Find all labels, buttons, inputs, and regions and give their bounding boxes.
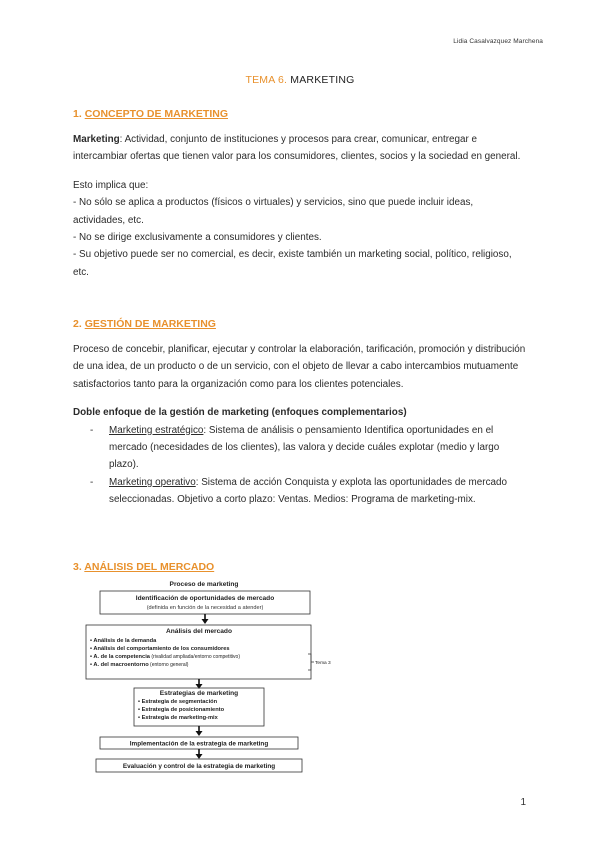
side-bracket bbox=[308, 654, 314, 670]
box2-line-bold: • Análisis del comportamiento de los consumidores bbox=[90, 646, 230, 652]
arrow-head bbox=[196, 731, 203, 736]
box3-line: • Estrategia de posicionamiento bbox=[138, 707, 225, 713]
implica-item: - No sólo se aplica a productos (físicos o virtuales) y servicios, sino que puede incluir ideas, actividades, etc. bbox=[73, 197, 474, 226]
bullet-dash: - bbox=[90, 476, 94, 488]
definition-text: : Actividad, conjunto de instituciones y procesos para crear, comunicar, entregar e intercambiar ofertas que tienen valor para los consumidores, clientes, socios y la sociedad en general. bbox=[73, 134, 521, 163]
marketing-process-diagram bbox=[82, 578, 342, 774]
enfoque-heading: Doble enfoque de la gestión de marketing (enfoques complementarios) bbox=[73, 407, 407, 419]
section-concepto bbox=[73, 107, 528, 281]
section-number: 1. bbox=[73, 108, 82, 120]
implica-text: Esto implica que: bbox=[73, 179, 149, 191]
bullet-text: : Sistema de análisis o pensamiento Identifica oportunidades en el mercado (necesidades de los clientes), las valora y decide cuáles explotar (medio y largo plazo). bbox=[109, 424, 500, 471]
section-number: 3. bbox=[73, 561, 82, 573]
box2-line-note: (rivalidad ampliada/entorno competitivo) bbox=[149, 654, 240, 660]
section-label: GESTIÓN DE MARKETING bbox=[84, 318, 216, 330]
page-title bbox=[0, 74, 600, 86]
box4-label: Implementación de la estrategia de marketing bbox=[129, 740, 269, 748]
section-gestion bbox=[73, 317, 528, 509]
implica-item: - No se dirige exclusivamente a consumidores y clientes. bbox=[73, 232, 322, 244]
implica-item: - Su objetivo puede ser no comercial, es decir, existe también un marketing social, político, religioso, etc. bbox=[73, 249, 512, 278]
box1-sub: (definida en función de la necesidad a atender) bbox=[146, 605, 264, 611]
definition-paragraph bbox=[73, 131, 528, 166]
box2-line-note: (entorno general) bbox=[148, 662, 189, 668]
definition-term: Marketing bbox=[73, 134, 120, 145]
box2-line bbox=[90, 662, 189, 668]
box2-line-bold: • A. del macroentorno bbox=[90, 662, 149, 668]
section-analisis bbox=[73, 560, 528, 574]
box2-line bbox=[90, 654, 240, 660]
bullet-item bbox=[73, 474, 528, 509]
author-name: Lidia Casalvazquez Marchena bbox=[453, 38, 543, 45]
box2-line-bold: • Análisis de la demanda bbox=[90, 638, 157, 644]
box2-line bbox=[90, 646, 230, 652]
section-heading bbox=[73, 107, 528, 121]
bullet-text: : Sistema de acción Conquista y explota las oportunidades de mercado seleccionadas. Objetivo a corto plazo: Ventas. Medios: Programa de marketing-mix. bbox=[109, 476, 507, 506]
section-label: ANÁLISIS DEL MERCADO bbox=[84, 561, 215, 573]
section-label: CONCEPTO DE MARKETING bbox=[84, 108, 229, 120]
box3-title: Estrategias de marketing bbox=[159, 690, 239, 697]
bullet-dash: - bbox=[90, 424, 94, 436]
box2-line-bold: • A. de la competencia bbox=[90, 654, 150, 660]
box2-line bbox=[90, 638, 157, 644]
section-heading bbox=[73, 317, 528, 331]
gestion-paragraph: Proceso de concebir, planificar, ejecutar y controlar la elaboración, tarificación, promoción y distribución de una idea, de un producto o de un servicio, con el objeto de llevar a cabo intercambios mutuamente satisfactorios tanto para la organización como para los clientes potenciales. bbox=[73, 344, 526, 390]
bullet-item bbox=[73, 422, 528, 474]
section-number: 2. bbox=[73, 318, 82, 330]
bullet-term: Marketing estratégico bbox=[109, 424, 204, 436]
box2-title: Análisis del mercado bbox=[166, 628, 232, 635]
box1-title: Identificación de oportunidades de mercado bbox=[135, 595, 275, 602]
box3-line: • Estrategia de segmentación bbox=[138, 699, 218, 705]
title-name: MARKETING bbox=[290, 74, 355, 86]
diagram-title: Proceso de marketing bbox=[169, 581, 239, 588]
title-number: TEMA 6. bbox=[245, 74, 288, 86]
arrow-head bbox=[196, 754, 203, 759]
bullet-term: Marketing operativo bbox=[109, 476, 196, 488]
arrow-head bbox=[202, 619, 209, 624]
page-number: 1 bbox=[520, 797, 526, 808]
box5-label: Evaluación y control de la estrategia de marketing bbox=[122, 763, 276, 770]
side-label: Tema 3 bbox=[315, 661, 331, 666]
section-heading bbox=[73, 560, 528, 574]
box3-line: • Estrategia de marketing-mix bbox=[138, 715, 218, 721]
